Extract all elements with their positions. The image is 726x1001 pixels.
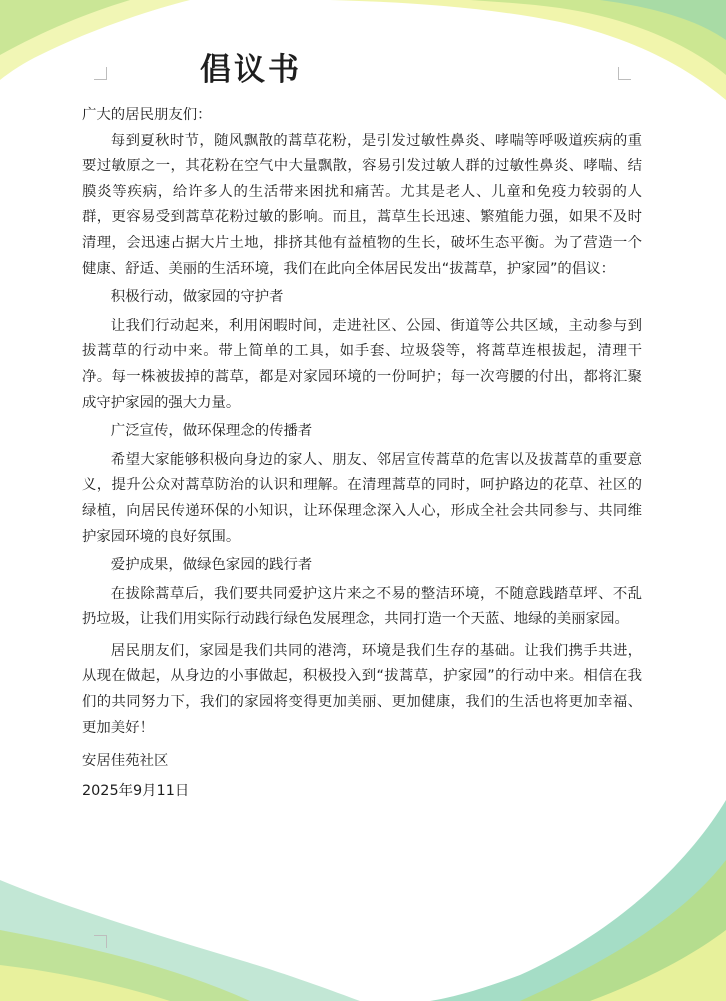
corner-mark-bottom-left: [94, 935, 107, 948]
corner-mark-top-right: [618, 67, 631, 80]
section-heading-action: 积极行动，做家园的守护者: [110, 289, 284, 306]
greeting: 广大的居民朋友们：: [82, 107, 212, 123]
document-title: 倡议书: [200, 52, 302, 88]
corner-mark-top-left: [94, 67, 107, 80]
signature: 安居佳苑社区: [82, 753, 169, 770]
intro-paragraph: 每到夏秋时节，随风飘散的蒿草花粉，是引发过敏性鼻炎、哮喘等呼吸道疾病的重要过敏原之一，其花粉在空气中大量飘散，容易引发过敏人群的过敏性鼻炎、哮喘、结膜炎等疾病，给许多人的生活带来困扰和痛苦。尤其是老人、儿童和免疫力较弱的人群，更容易受到蒿草花粉过敏的影响。而且，蒿草生长迅速、繁殖能力强，如果不及时清理，会迅速占据大片土地，排挤其他有益植物的生长，破坏生态平衡。为了营造一个健康、舒适、美丽的生活环境，我们在此向全体居民发出“拔蒿草，护家园”的倡议：: [82, 132, 642, 277]
section-heading-protection: 爱护成果，做绿色家园的践行者: [110, 557, 313, 574]
section-heading-publicity: 广泛宣传，做环保理念的传播者: [110, 423, 313, 440]
date: 2025年9月11日: [82, 782, 190, 799]
section-text-action: 让我们行动起来，利用闲暇时间，走进社区、公园、街道等公共区域，主动参与到拔蒿草的行动中来。带上简单的工具，如手套、垃圾袋等，将蒿草连根拔起，清理干净。每一株被拔掉的蒿草，都是对家园环境的一份呵护；每一次弯腰的付出，都将汇聚成守护家园的强大力量。: [82, 317, 642, 411]
section-text-protection: 在拔除蒿草后，我们要共同爱护这片来之不易的整洁环境，不随意践踏草坪、不乱扔垃圾，让我们用实际行动践行绿色发展理念，共同打造一个天蓝、地绿的美丽家园。: [82, 585, 642, 628]
closing-paragraph: 居民朋友们，家园是我们共同的港湾，环境是我们生存的基础。让我们携手共进，从现在做起，从身边的小事做起，积极投入到“拔蒿草，护家园”的行动中来。相信在我们的共同努力下，我们的家园将变得更加美丽、更加健康，我们的生活也将更加幸福、更加美好！: [82, 642, 642, 736]
document-body: [82, 103, 642, 804]
section-text-publicity: 希望大家能够积极向身边的家人、朋友、邻居宣传蒿草的危害以及拔蒿草的重要意义，提升公众对蒿草防治的认识和理解。在清理蒿草的同时，呵护路边的花草、社区的绿植，向居民传递环保的小知识，让环保理念深入人心，形成全社会共同参与、共同维护家园环境的良好氛围。: [82, 451, 642, 545]
